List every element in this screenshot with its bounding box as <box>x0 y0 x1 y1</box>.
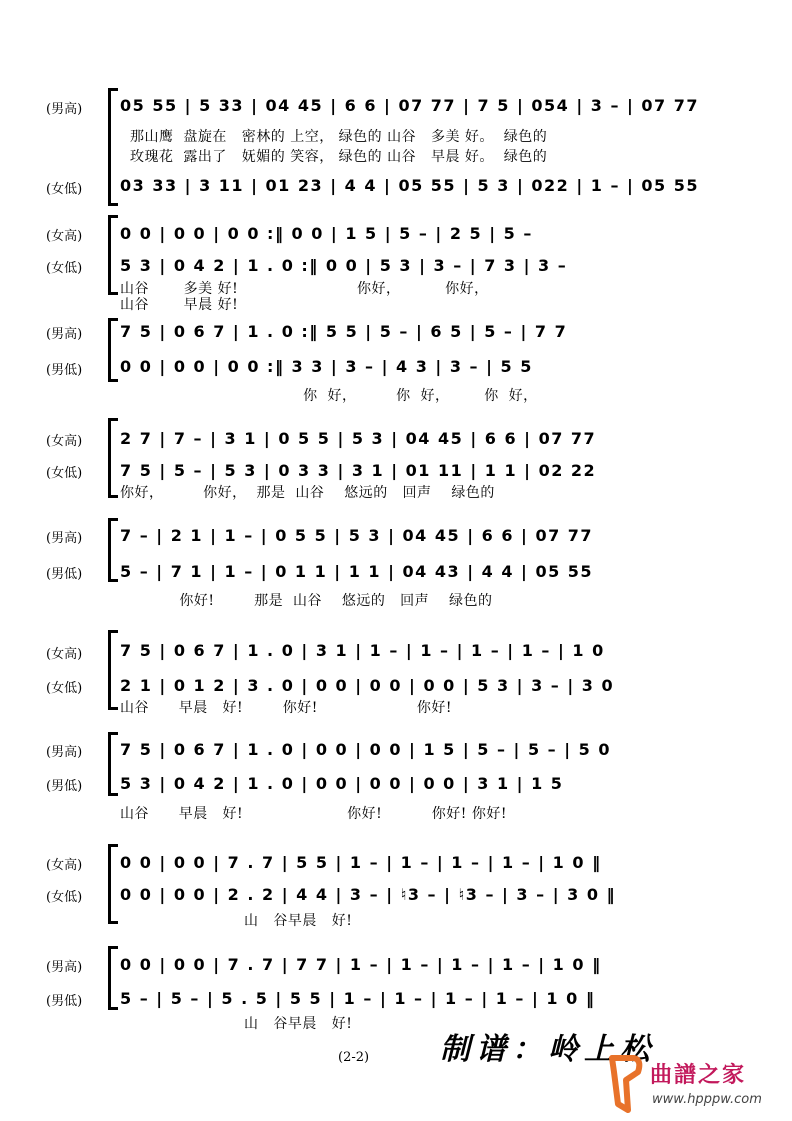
watermark-name: 曲譜之家 <box>650 1062 747 1088</box>
notes-line: 5 3 | 0 4 2 | 1 . 0 :‖ 0 0 | 5 3 | 3 – | 7 3 | 3 – <box>120 256 568 275</box>
system-bracket <box>108 518 111 582</box>
system-bracket <box>108 88 111 206</box>
lyric-line: 山谷 早晨 好! 你好! 你好! <box>120 700 453 716</box>
lyric-line: 山 谷早晨 好! <box>244 1016 353 1032</box>
notes-line: 7 – | 2 1 | 1 – | 0 5 5 | 5 3 | 04 45 | 6 6 | 07 77 <box>120 526 594 545</box>
lyric-line: 山谷 多美 好! 你好， 你好， <box>120 281 489 297</box>
notes-line: 7 5 | 0 6 7 | 1 . 0 | 3 1 | 1 – | 1 – | 1 – | 1 – | 1 0 <box>120 641 605 660</box>
part-label: (男高) <box>46 745 83 760</box>
part-label: (女低) <box>46 182 83 197</box>
part-label: (女高) <box>46 858 83 873</box>
notes-line: 7 5 | 5 – | 5 3 | 0 3 3 | 3 1 | 01 11 | 1 1 | 02 22 <box>120 461 597 480</box>
system-bracket <box>108 630 111 710</box>
notes-line: 5 – | 7 1 | 1 – | 0 1 1 | 1 1 | 04 43 | 4 4 | 05 55 <box>120 562 594 581</box>
logo-icon <box>604 1052 644 1114</box>
system-bracket <box>108 844 111 924</box>
notes-line: 5 3 | 0 4 2 | 1 . 0 | 0 0 | 0 0 | 0 0 | 3 1 | 1 5 <box>120 774 564 793</box>
part-label: (女高) <box>46 647 83 662</box>
lyric-line: 你 好， 你 好， 你 好， <box>120 388 538 404</box>
notes-line: 2 1 | 0 1 2 | 3 . 0 | 0 0 | 0 0 | 0 0 | 5 3 | 3 – | 3 0 <box>120 676 615 695</box>
part-label: (男高) <box>46 102 83 117</box>
part-label: (男高) <box>46 327 83 342</box>
notes-line: 05 55 | 5 33 | 04 45 | 6 6 | 07 77 | 7 5 | 054 | 3 – | 07 77 <box>120 96 700 115</box>
system-bracket <box>108 318 111 382</box>
part-label: (女低) <box>46 466 83 481</box>
lyric-line: 山 谷早晨 好! <box>244 913 353 929</box>
system-bracket <box>108 418 111 498</box>
arranger-credit: 制谱：岭上松 <box>440 1032 656 1067</box>
notes-line: 0 0 | 0 0 | 0 0 :‖ 3 3 | 3 – | 4 3 | 3 – | 5 5 <box>120 357 533 376</box>
lyric-line: 山谷 早晨 好! <box>120 297 239 313</box>
part-label: (男低) <box>46 994 83 1009</box>
lyric-line: 山谷 早晨 好! 你好! 你好! 你好! <box>120 806 507 822</box>
lyric-line: 玫瑰花 露出了 妩媚的 笑容， 绿色的 山谷 早晨 好。 绿色的 <box>130 149 548 165</box>
system-bracket <box>108 732 111 796</box>
part-label: (男低) <box>46 567 83 582</box>
part-label: (女低) <box>46 261 83 276</box>
part-label: (女低) <box>46 890 83 905</box>
notes-line: 03 33 | 3 11 | 01 23 | 4 4 | 05 55 | 5 3 | 022 | 1 – | 05 55 <box>120 176 700 195</box>
notes-line: 0 0 | 0 0 | 2 . 2 | 4 4 | 3 – | ♮3 – | ♮3 – | 3 – | 3 0 ‖ <box>120 885 617 904</box>
watermark-url: www.hpppw.com <box>652 1092 762 1107</box>
part-label: (男高) <box>46 960 83 975</box>
system-bracket <box>108 215 111 295</box>
lyric-line: 你好， 你好， 那是 山谷 悠远的 回声 绿色的 <box>120 485 495 501</box>
part-label: (女低) <box>46 681 83 696</box>
system-bracket <box>108 946 111 1010</box>
notes-line: 2 7 | 7 – | 3 1 | 0 5 5 | 5 3 | 04 45 | 6 6 | 07 77 <box>120 429 597 448</box>
part-label: (女高) <box>46 434 83 449</box>
notes-line: 0 0 | 0 0 | 0 0 :‖ 0 0 | 1 5 | 5 – | 2 5 | 5 – <box>120 224 533 243</box>
part-label: (男低) <box>46 363 83 378</box>
page-number: (2-2) <box>338 1050 370 1065</box>
notes-line: 5 – | 5 – | 5 . 5 | 5 5 | 1 – | 1 – | 1 – | 1 – | 1 0 ‖ <box>120 989 596 1008</box>
lyric-line: 你好! 那是 山谷 悠远的 回声 绿色的 <box>120 593 493 609</box>
part-label: (男低) <box>46 779 83 794</box>
notes-line: 0 0 | 0 0 | 7 . 7 | 5 5 | 1 – | 1 – | 1 – | 1 – | 1 0 ‖ <box>120 853 602 872</box>
part-label: (男高) <box>46 531 83 546</box>
notes-line: 7 5 | 0 6 7 | 1 . 0 :‖ 5 5 | 5 – | 6 5 | 5 – | 7 7 <box>120 322 568 341</box>
lyric-line: 那山鹰 盘旋在 密林的 上空， 绿色的 山谷 多美 好。 绿色的 <box>130 129 548 145</box>
notes-line: 7 5 | 0 6 7 | 1 . 0 | 0 0 | 0 0 | 1 5 | 5 – | 5 – | 5 0 <box>120 740 611 759</box>
watermark-logo <box>604 1052 784 1118</box>
notes-line: 0 0 | 0 0 | 7 . 7 | 7 7 | 1 – | 1 – | 1 – | 1 – | 1 0 ‖ <box>120 955 602 974</box>
part-label: (女高) <box>46 229 83 244</box>
